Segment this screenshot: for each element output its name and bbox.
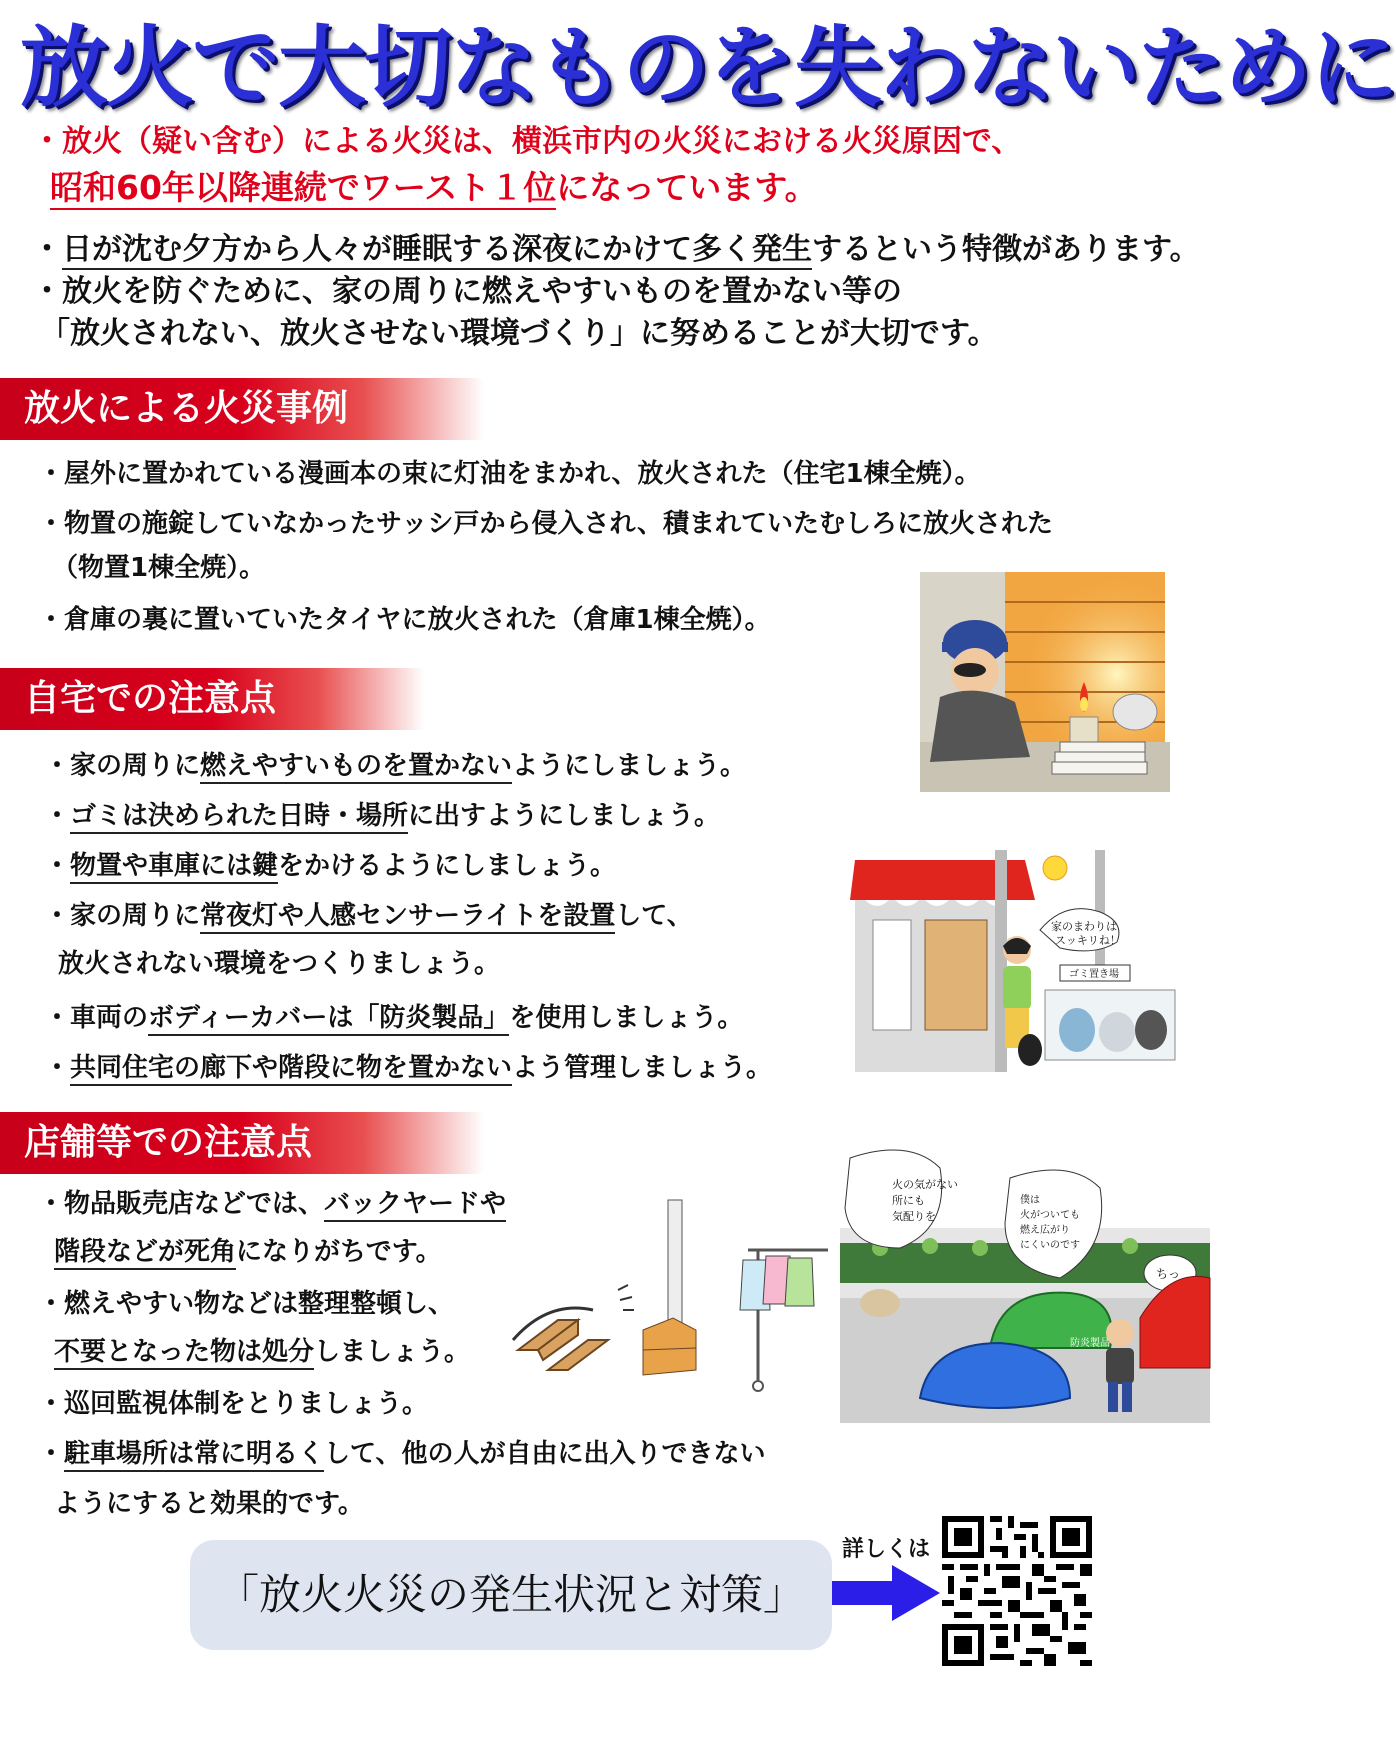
- garbage-sign: ゴミ置き場: [1069, 969, 1119, 980]
- intro-line-2-rest: になっています。: [556, 168, 818, 207]
- intro-line-3: [32, 230, 1200, 270]
- intro-line-3-rest: するという特徴があります。: [812, 232, 1200, 267]
- bubble-small: ちっ: [1156, 1267, 1181, 1281]
- store-item-2-cont: [54, 1334, 470, 1370]
- case-item-3: ・倉庫の裏に置いていたタイヤに放火された（倉庫1棟全焼）。: [38, 605, 771, 635]
- info-callout: 「放火火災の発生状況と対策」: [190, 1540, 832, 1650]
- home-item-2-rest: に出すようにしましょう。: [408, 801, 721, 831]
- store-item-1-cont-rest: になりがちです。: [236, 1237, 442, 1267]
- section-header-home: 自宅での注意点: [0, 668, 424, 730]
- bubble-vertical-2-b: 火がついても: [1020, 1210, 1080, 1221]
- cover-label: 防炎製品: [1070, 1338, 1110, 1349]
- bubble-vertical-1-a: 火の気がない: [892, 1178, 958, 1191]
- bubble-vertical-2-c: 燃え広がり: [1020, 1225, 1070, 1236]
- home-item-3: [44, 848, 616, 884]
- store-item-3: ・巡回監視体制をとりましょう。: [38, 1389, 429, 1419]
- qr-code[interactable]: [942, 1516, 1092, 1666]
- case-item-1: ・屋外に置かれている漫画本の束に灯油をまかれ、放火された（住宅1棟全焼）。: [38, 459, 981, 489]
- bullet: ・: [44, 1053, 71, 1083]
- home-item-1-rest: ようにしましょう。: [512, 751, 747, 781]
- home-item-5-rest: を使用しましょう。: [509, 1003, 744, 1033]
- intro-line-4: ・放火を防ぐために、家の周りに燃えやすいものを置かない等の: [32, 274, 902, 309]
- home-item-4-text: ・家の周りに: [44, 901, 201, 931]
- intro-line-1: ・放火（疑い含む）による火災は、横浜市内の火災における火災原因で、: [32, 124, 1022, 159]
- parking-illustration: [840, 1148, 1210, 1423]
- store-item-4-highlight: 駐車場所は常に明るく: [64, 1439, 324, 1472]
- store-item-1-cont: [54, 1234, 442, 1270]
- home-item-6: [44, 1050, 772, 1086]
- intro-line-2: [50, 168, 818, 208]
- home-item-3-highlight: 物置や車庫には鍵: [70, 851, 278, 884]
- arsonist-illustration: [920, 572, 1170, 792]
- case-item-2-cont: （物置1棟全焼）。: [52, 553, 266, 583]
- home-item-1: [44, 748, 746, 784]
- home-item-4: [44, 898, 693, 934]
- bullet: ・: [32, 232, 62, 267]
- section-header-cases: 放火による火災事例: [0, 378, 484, 440]
- home-item-1-highlight: 燃えやすいものを置かない: [200, 751, 512, 784]
- home-item-6-rest: よう管理しましょう。: [512, 1053, 773, 1083]
- store-item-1-highlight: バックヤードや: [324, 1189, 506, 1222]
- home-item-4-rest: して、: [615, 901, 693, 931]
- bubble-house-line-1: 家のまわりは: [1051, 920, 1117, 933]
- home-item-3-rest: をかけるようにしましょう。: [278, 851, 617, 881]
- worst-rank-highlight: 昭和60年以降連続でワースト１位: [50, 168, 556, 210]
- store-item-2: ・燃えやすい物などは整理整頓し、: [38, 1289, 455, 1319]
- backyard-illustration: [508, 1200, 838, 1400]
- store-item-1-cont-highlight: 階段などが死角: [54, 1237, 236, 1270]
- page-title: 放火で大切なものを失わないために: [20, 16, 1396, 119]
- bubble-vertical-1-c: 気配りを: [892, 1210, 936, 1223]
- bullet: ・: [38, 1439, 65, 1469]
- more-info-label: 詳しくは: [842, 1537, 931, 1562]
- bullet: ・: [44, 851, 71, 881]
- home-item-2-highlight: ゴミは決められた日時・場所: [70, 801, 408, 834]
- tidy-house-illustration: [855, 850, 1185, 1072]
- store-item-1-text: ・物品販売店などでは、: [38, 1189, 325, 1219]
- time-highlight: 日が沈む夕方から人々が睡眠する深夜にかけて多く発生: [62, 232, 812, 270]
- section-header-store: 店舗等での注意点: [0, 1112, 484, 1174]
- store-item-4: [38, 1436, 766, 1472]
- bubble-vertical-2-d: にくいのです: [1020, 1240, 1080, 1251]
- intro-line-5: 「放火されない、放火させない環境づくり」に努めることが大切です。: [40, 316, 998, 351]
- home-item-5: [44, 1000, 743, 1036]
- home-item-1-text: ・家の周りに: [44, 751, 201, 781]
- bubble-vertical-2-a: 僕は: [1020, 1195, 1040, 1206]
- store-item-4-cont: ようにすると効果的です。: [54, 1489, 364, 1519]
- home-item-5-highlight: ボディーカバーは「防炎製品」: [148, 1003, 509, 1036]
- case-item-2: ・物置の施錠していなかったサッシ戸から侵入され、積まれていたむしろに放火された: [38, 509, 1054, 539]
- bubble-vertical-1-b: 所にも: [892, 1194, 925, 1207]
- home-item-4-cont: 放火されない環境をつくりましょう。: [58, 949, 501, 979]
- arrow-right-icon: [832, 1565, 940, 1621]
- home-item-4-highlight: 常夜灯や人感センサーライトを設置: [200, 901, 615, 934]
- store-item-2-rest: しましょう。: [314, 1337, 471, 1367]
- store-item-2-highlight: 不要となった物は処分: [54, 1337, 314, 1370]
- home-item-5-text: ・車両の: [44, 1003, 149, 1033]
- home-item-2: [44, 798, 720, 834]
- store-item-4-rest: して、他の人が自由に出入りできない: [324, 1439, 766, 1469]
- bubble-house-line-2: スッキリね！: [1055, 934, 1121, 947]
- home-item-6-highlight: 共同住宅の廊下や階段に物を置かない: [70, 1053, 512, 1086]
- bullet: ・: [44, 801, 71, 831]
- store-item-1: [38, 1186, 506, 1222]
